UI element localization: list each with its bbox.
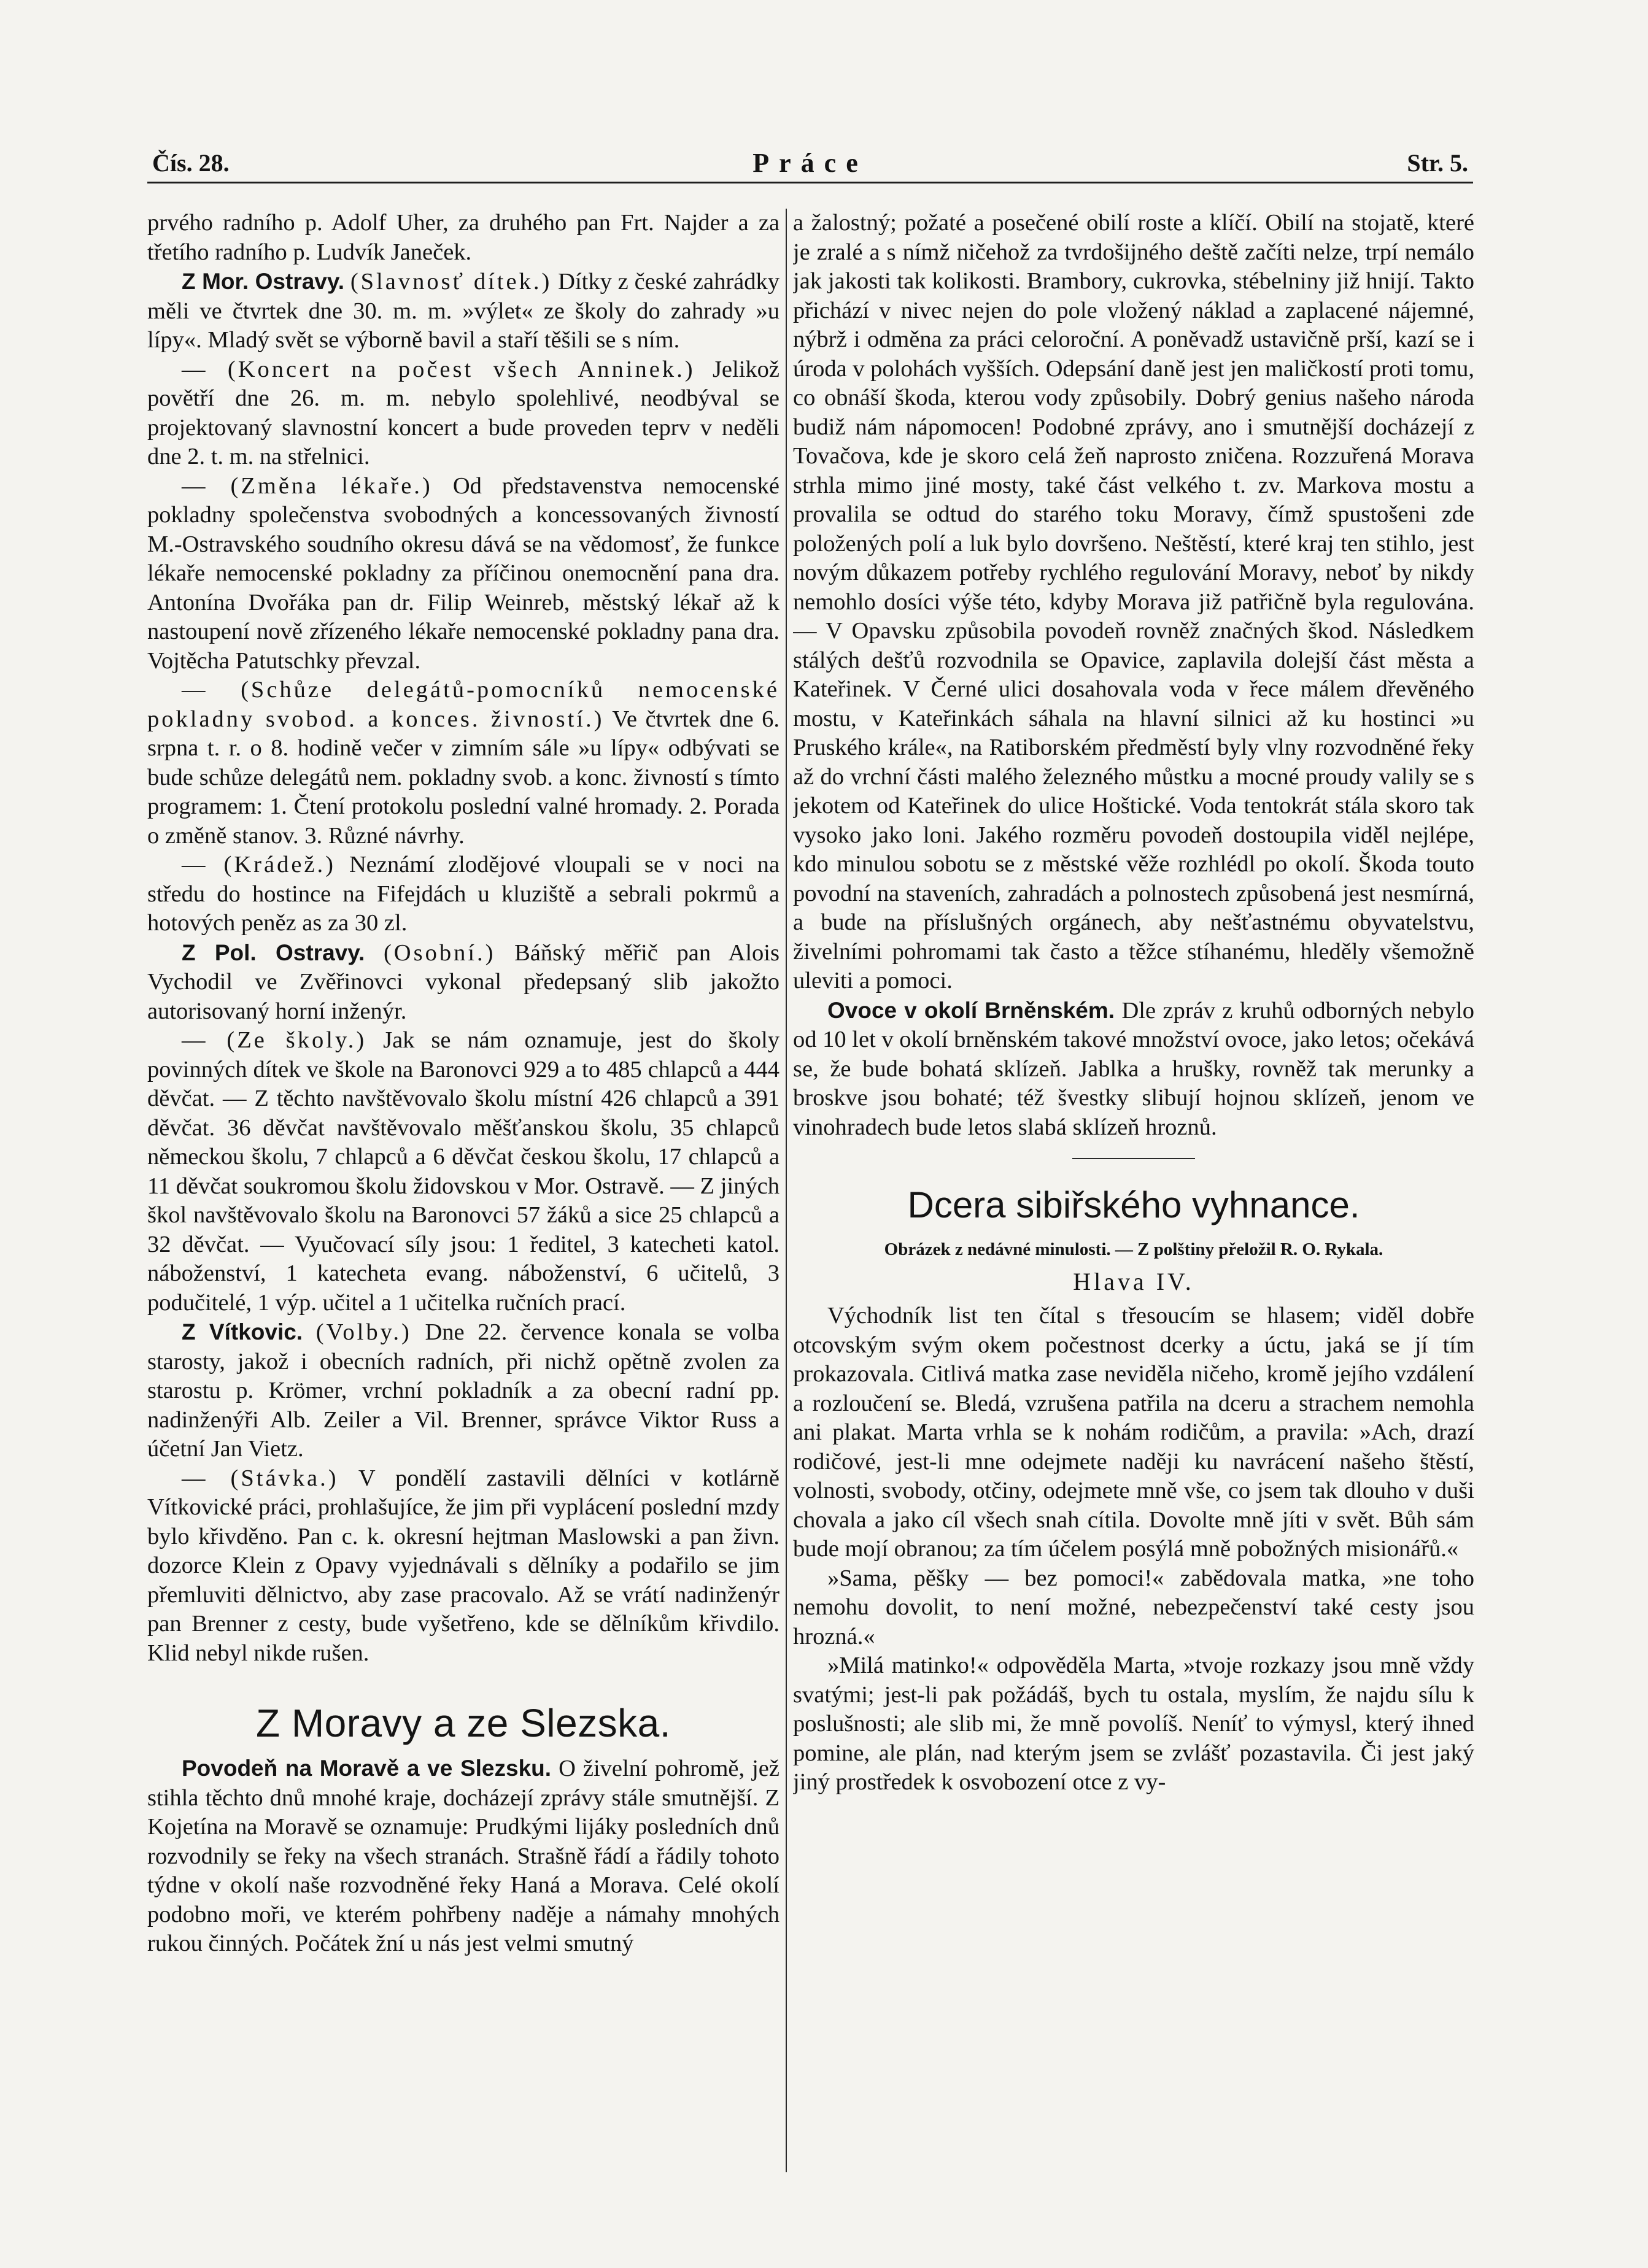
locality-heading: Z Vítkovic.	[182, 1319, 303, 1344]
article-heading: Ovoce v okolí Brněnském.	[827, 997, 1115, 1023]
locality-heading: Z Mor. Ostravy.	[182, 269, 344, 294]
article-paragraph	[147, 267, 780, 355]
story-paragraph: »Milá matinko!« odpověděla Marta, »tvoje rozkazy jsou mně vždy svatými; jest-li pak požádáš, bych tu ostala, myslím, že najdu sílu k poslušnosti; ale slib mi, že mně povolíš. Neníť to výmysl, který ihned pomine, ale plán, nad kterým jsem se zvlášť pozastavila. Či jest jaký jiný prostředek k osvobození otce z vy-	[793, 1653, 1474, 1795]
article-paragraph	[793, 996, 1474, 1143]
article-paragraph	[147, 1317, 780, 1464]
article-paragraph	[147, 1026, 780, 1317]
article-heading: — (Koncert na počest všech Anninek.)	[182, 356, 695, 382]
article-paragraph	[147, 355, 780, 472]
article-text: Báňský měřič pan Alois Vychodil ve Zvěřinovci vykonal předepsaný slib jakožto autorisovaný horní inženýr.	[147, 939, 780, 1024]
article-heading: (Volby.)	[315, 1319, 412, 1345]
article-heading: — (Změna lékaře.)	[182, 472, 433, 499]
story-paragraph: Východník list ten čítal s třesoucím se hlasem; viděl dobře otcovským svým okem počestnost dcerky a úctu, jaká se jí tím prokazovala. Citlivá matka zase neviděla ničeho, kromě jejího vzdálení a rozloučení se. Bledá, vzrušena patřila na dceru a strachem nemohla ani plakat. Marta vrhla se k nohám rodičům, a pravila: »Ach, drazí rodičové, jest-li mne odejmete naději ku navrácení našeho štěstí, volnosti, svobody, otčiny, odejmete mně vše, co jsem tak dlouho v duši chovala a jako cíl všech snah cítila. Dovolte mně jíti v svět. Bůh sám bude mojí obranou; za tím účelem posýlá mně pobožných misionářů.«	[793, 1303, 1474, 1562]
article-paragraph	[147, 1464, 780, 1668]
story-subtitle: Obrázek z nedávné minulosti. — Z polštiny přeložil R. O. Rykala.	[884, 1240, 1383, 1259]
article-text: Ve čtvrtek dne 6. srpna t. r. o 8. hodině večer v zimním sále »u lípy« odbývati se bude schůze delegátů nem. pokladny svob. a konc. živností s tímto programem: 1. Čtení protokolu poslední valné hromady. 2. Porada o změně stanov. 3. Různé návrhy.	[147, 706, 780, 849]
column-divider	[786, 209, 787, 2172]
article-paragraph	[147, 676, 780, 850]
article-paragraph: a žalostný; požaté a posečené obilí roste a klíčí. Obilí na stojatě, které je zralé a s nímž ničehož za tvrdošijného deště začíti nelze, trpí nemálo jak jakosti tak kolikosti. Brambory, cukrovka, stébelniny již hnijí. Takto přichází v nivec nejen do pole vložený náklad a zaplacené nájemné, nýbrž i odměna za práci celoroční. A poněvadž ustavičně prší, kazí se i úroda v polohách vyšších. Odepsání daně jest jen maličkostí proti tomu, co obnáší škoda, kterou vody způsobily. Dobrý genius našeho národa budiž nám nápomocen! Podobné zprávy, ano i smutnější docházejí z Tovačova, kde je skoro celá žeň naprosto zničena. Rozzuřená Morava strhla mimo jiné mosty, také část velkého t. zv. Markova mostu a provalila se odtud do starého toku Moravy, čímž spustošeni zde položených polí a luk bylo dovršeno. Neštěstí, které kraj ten stihlo, jest novým důkazem potřeby rychlého regulování Moravy, neboť by nikdy nemohlo dosíci výše této, kdyby Morava již patřičně byla regulována. — V Opavsku způsobila povodeň rovněž značných škod. Následkem stálých dešťů rozvodnila se Opavice, zaplavila dolejší část města a Kateřinek. V Černé ulici dosahovala voda v řece málem dřevěného mostu, v Kateřinkách sáhala na hlavní silnici až ku hostinci »u Pruského krále«, na Ratiborském předměstí byly vlny rozvodněné řeky až do vrchní části malého železného můstku a mocné proudy valily se s jekotem od Kateřinek do ulice Hoštické. Voda tentokrát stála skoro tak vysoko jako loni. Jakého rozměru povodeň dostoupila viděl nejlépe, kdo minulou sobotu se z městské věže rozhlédl po okolí. Škoda touto povodní na staveních, zahradách a polnostech způsobená jest nesmírná, a bude na příslušných orgánech, aby nešťastnému obyvatelstvu, živelními pohromami tak často a těžce stíhanému, hleděly všemožně uleviti a pomoci.	[793, 210, 1474, 993]
article-paragraph	[147, 850, 780, 938]
article-heading: — (Krádež.)	[182, 852, 336, 878]
issue-number: Čís. 28.	[152, 149, 230, 177]
article-heading: Povodeň na Moravě a ve Slezsku.	[182, 1756, 552, 1781]
article-heading: — (Schůze delegátů-pomocníků nemocenské pokladny svobod. a konces. živností.)	[147, 677, 780, 732]
article-paragraph	[147, 1754, 780, 1959]
article-text: Neznámí zlodějové vloupali se v noci na středu do hostince na Fifejdách u kluziště a sebrali pokrmů a hotových peněz as za 30 zl.	[147, 852, 780, 936]
story-paragraph: »Sama, pěšky — bez pomoci!« zabědovala matka, »ne toho nemohu dovolit, to není možné, nebezpečenství také cesty jsou hrozná.«	[793, 1565, 1474, 1649]
article-text: Od představenstva nemocenské pokladny společenstva svobodných a koncessovaných živností M.-Ostravského soudního okresu dává se na vědomosť, že funkce lékaře nemocenské pokladny za příčinou onemocnění pana dra. Antonína Dvořáka pan dr. Filip Weinreb, městský lékař až k nastoupení nově zřízeného lékaře nemocenské pokladny pana dra. Vojtěcha Patutschky převzal.	[147, 472, 780, 674]
left-column	[147, 209, 780, 2203]
article-text: Dítky z české zahrádky měli ve čtvrtek dne 30. m. m. »výlet« ze školy do zahrady »u lípy«. Mladý svět se výborně bavil a staří těšili se s ním.	[147, 269, 780, 353]
article-paragraph	[147, 472, 780, 676]
section-divider	[1072, 1158, 1195, 1159]
story-title: Dcera sibiřského vyhnance.	[907, 1184, 1360, 1225]
article-heading: — (Stávka.)	[182, 1465, 339, 1491]
section-title: Z Moravy a ze Slezska.	[255, 1701, 671, 1745]
right-column	[793, 209, 1474, 2203]
header-rule	[147, 182, 1473, 183]
article-text: Dne 22. července konala se volba starosty, jakož i obecních radních, při nichž opětně zvolen za starostu p. Krömer, vrchní pokladník a za obecní radní pp. nadinženýři Alb. Zeiler a Vil. Brenner, správce Viktor Russ a účetní Jan Vietz.	[147, 1319, 780, 1462]
page-number: Str. 5.	[1407, 149, 1468, 177]
article-text: O živelní pohromě, jež stihla těchto dnů mnohé kraje, docházejí zprávy stále smutnější. Z Kojetína na Moravě se oznamuje: Prudkými lijáky posledních dnů rozvodnily se řeky na všech stranách. Strašně řádí a řádily tohoto týdne v okolí naše rozvodněné řeky Haná a Morava. Celé okolí podobno moři, ve kterém pohřbeny naděje a námahy mnohých rukou činných. Počátek žní u nás jest velmi smutný	[147, 1756, 780, 1956]
locality-heading: Z Pol. Ostravy.	[182, 939, 365, 965]
article-text: V pondělí zastavili dělníci v kotlárně Vítkovické práci, prohlašujíce, že jim při vyplácení poslední mzdy bylo křivděno. Pan c. k. okresní hejtman Maslowski a pan živn. dozorce Klein z Opavy vyjednávali s dělníky a podařilo se jim přemluviti dělnictvo, aby zase pracovalo. Až se vrátí nadinženýr pan Brenner z cesty, bude vyšetřeno, kde se dělníkům křivdilo. Klid nebyl nikde rušen.	[147, 1465, 780, 1666]
article-paragraph	[147, 938, 780, 1027]
article-paragraph: prvého radního p. Adolf Uher, za druhého pan Frt. Najder a za třetího radního p. Ludvík Janeček.	[147, 210, 780, 265]
article-heading: (Slavnosť dítek.)	[350, 269, 552, 295]
article-heading: (Osobní.)	[383, 939, 496, 966]
chapter-heading: Hlava IV.	[1073, 1268, 1194, 1295]
article-text: Dle zpráv z kruhů odborných nebylo od 10 let v okolí brněnském takové množství ovoce, jako letos; očekává se, že bude bohatá sklízeň. Jablka a hrušky, rovněž tak merunky a broskve jsou bohaté; též švestky slibují hojnou sklízeň, jenom ve vinohradech bude letos slabá sklízeň hroznů.	[793, 997, 1474, 1140]
article-heading: — (Ze školy.)	[182, 1027, 367, 1053]
newspaper-page	[147, 141, 1473, 2228]
running-header	[147, 141, 1473, 184]
newspaper-title: Práce	[752, 148, 868, 178]
article-text: Jak se nám oznamuje, jest do školy povinných dítek ve škole na Baronovci 929 a to 485 chlapců a 444 děvčat. — Z těchto navštěvovalo školu místní 426 chlapců a 391 děvčat. 36 děvčat navštěvovalo měšťanskou školu, 35 chlapců německou školu, 7 chlapců a 6 děvčat českou školu, 17 chlapců a 11 děvčat soukromou školu židovskou v Mor. Ostravě. — Z jiných škol navštěvovalo školu na Baronovci 57 žáků a sice 25 chlapců a 32 děvčat. — Vyučovací síly jsou: 1 ředitel, 3 katecheti katol. náboženství, 1 katecheta evang. náboženství, 6 učitelů, 3 podučitelé, 1 výp. učitel a 1 učitelka ručních prací.	[147, 1027, 780, 1316]
article-text: Jelikož povětří dne 26. m. m. nebylo spolehlivé, neodbýval se projektovaný slavnostní koncert a bude proveden teprv v neděli dne 2. t. m. na střelnici.	[147, 356, 780, 469]
